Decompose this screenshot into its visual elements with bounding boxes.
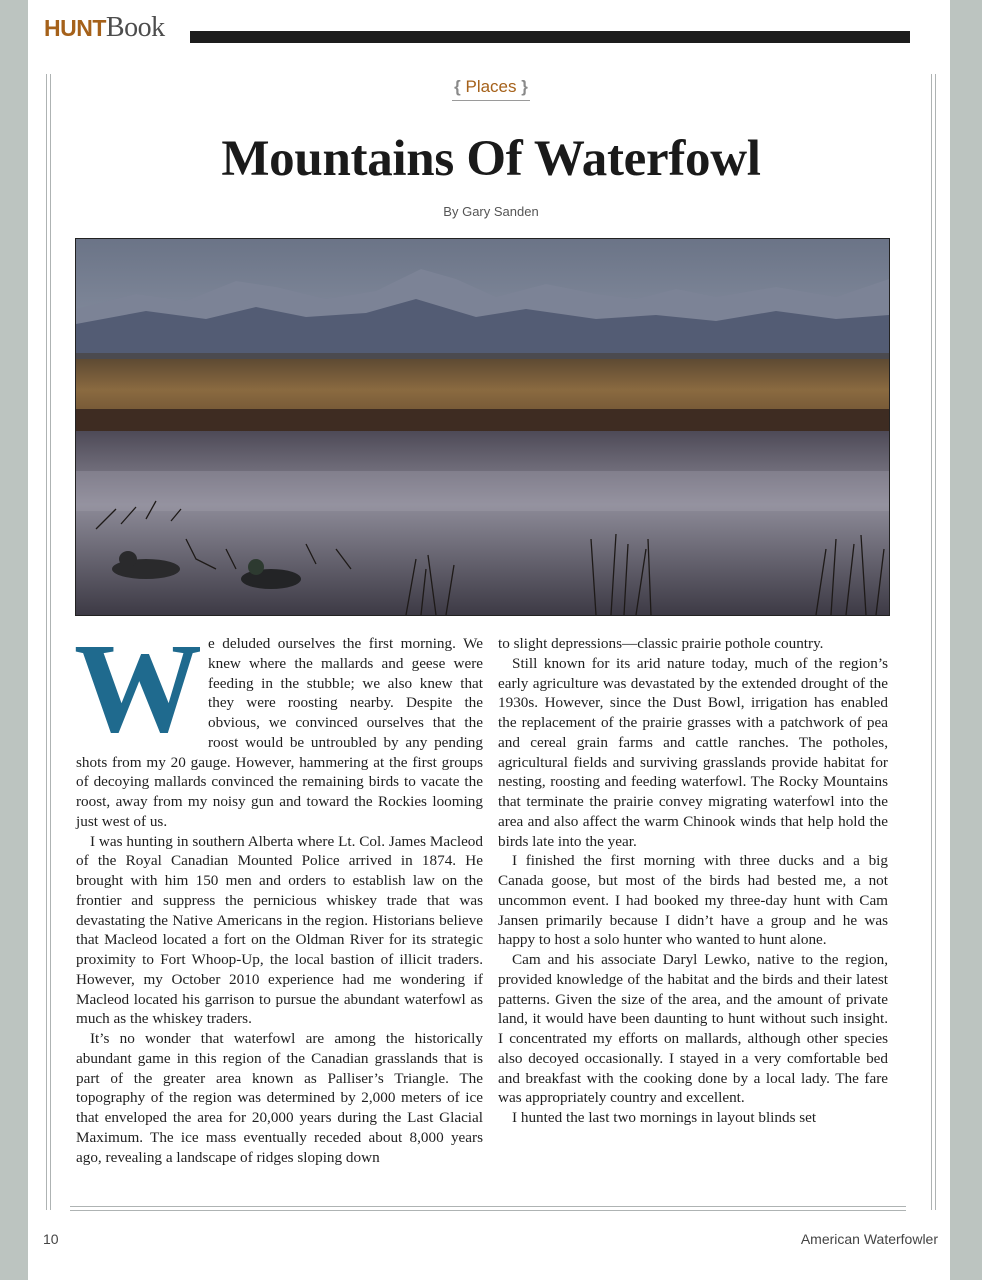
paragraph-7: I hunted the last two mornings in layout blinds set [512, 1109, 817, 1126]
drop-cap: W [74, 617, 198, 759]
brand-book-text: Book [105, 12, 165, 43]
brand-hunt-text: HUNT [44, 15, 106, 41]
paragraph-3: It’s no wonder that waterfowl are among the historically abundant game in this region of the Canadian grasslands that is part of the greater area known as Palliser’s Triangle. The topography of the region was determined by 2,000 meters of ice that enveloped the area for 20,000 years during the Last Glacial Maximum. The ice mass eventually receded about 8,000 years ago, revealing a landscape of ridges sloping down [76, 1030, 483, 1166]
magazine-name: American Waterfowler [800, 1231, 938, 1247]
paragraph-6: Cam and his associate Daryl Lewko, native to the region, provided knowledge of the habitat and the birds and their latest patterns. Given the size of the area, and the amount of private land, it would have been daunting to hunt without such insight. I concentrated my efforts on mallards, although other species also decoyed occasionally. I stayed in a very comfortable bed and breakfast with the cooking done by a local lady. The fare was appropriately country and excellent. [498, 951, 888, 1107]
left-margin-strip [0, 0, 28, 1280]
paragraph-1 [74, 617, 483, 832]
section-tag [0, 77, 982, 101]
frame-line [931, 74, 932, 1210]
section-brace-open: { [454, 77, 461, 96]
hero-photo [75, 238, 890, 616]
bottom-rule [70, 1210, 906, 1211]
right-margin-strip [950, 0, 982, 1280]
page-number: 10 [43, 1231, 59, 1247]
header-rule [190, 31, 910, 43]
brand-logo [44, 12, 165, 46]
frame-line [46, 74, 47, 1210]
paragraph-4: Still known for its arid nature today, much of the region’s early agriculture was devastated by the extended drought of the 1930s. However, since the Dust Bowl, irrigation has enabled the replacement of the prairie grasses with a patchwork of pea and cereal grain farms and cattle ranches. The potholes, agricultural fields and surviving grasslands provide habitat for nesting, roosting and feeding waterfowl. The Rocky Mountains that terminate the prairie convey migrating waterfowl into the area and also affect the warm Chinook winds that help hold the birds late into the year. [498, 654, 888, 850]
frame-line [935, 74, 936, 1210]
paragraph-1-text: e deluded ourselves the first morning. We knew where the mallards and geese were feeding in the stubble; we also knew that they were roosting nearby. Despite the obvious, we convinced ourselves that the roost would be untroubled by any pending shots from my 20 gauge. However, hammering at the first groups of decoying mallards convinced the remaining birds to vacate the roost, away from my noisy gun and toward the Rockies looming just west of us. [76, 635, 483, 830]
article-title: Mountains Of Waterfowl [221, 131, 761, 187]
article-column-right [498, 634, 888, 1128]
paragraph-5: I finished the first morning with three ducks and a big Canada goose, but most of the birds had bested me, a not uncommon event. I had booked my three-day hunt with Cam Jansen primarily because I didn’t have a group and he was happy to host a solo hunter who wanted to hunt alone. [498, 852, 888, 949]
article-column-left [74, 617, 483, 1167]
section-brace-close: } [521, 77, 528, 96]
paragraph-2: I was hunting in southern Alberta where Lt. Col. James Macleod of the Royal Canadian Mounted Police arrived in 1874. He brought with him 150 men and orders to establish law on the frontier and suppress the pernicious whiskey trade that was devastating the Native Americans in the region. Historians believe that Macleod located a fort on the Oldman River for its strategic proximity to Fort Whoop-Up, the local bastion of illicit traders. However, my October 2010 experience had me wondering if Macleod located his garrison to pursue the abundant waterfowl as much as the whiskey traders. [76, 832, 483, 1028]
hero-photo-illustration [76, 239, 889, 615]
article-byline: By Gary Sanden [443, 204, 539, 219]
frame-line [50, 74, 51, 1210]
paragraph-3-continued: to slight depressions—classic prairie pothole country. [498, 635, 824, 652]
section-label: Places [465, 77, 517, 96]
bottom-rule [70, 1206, 906, 1207]
